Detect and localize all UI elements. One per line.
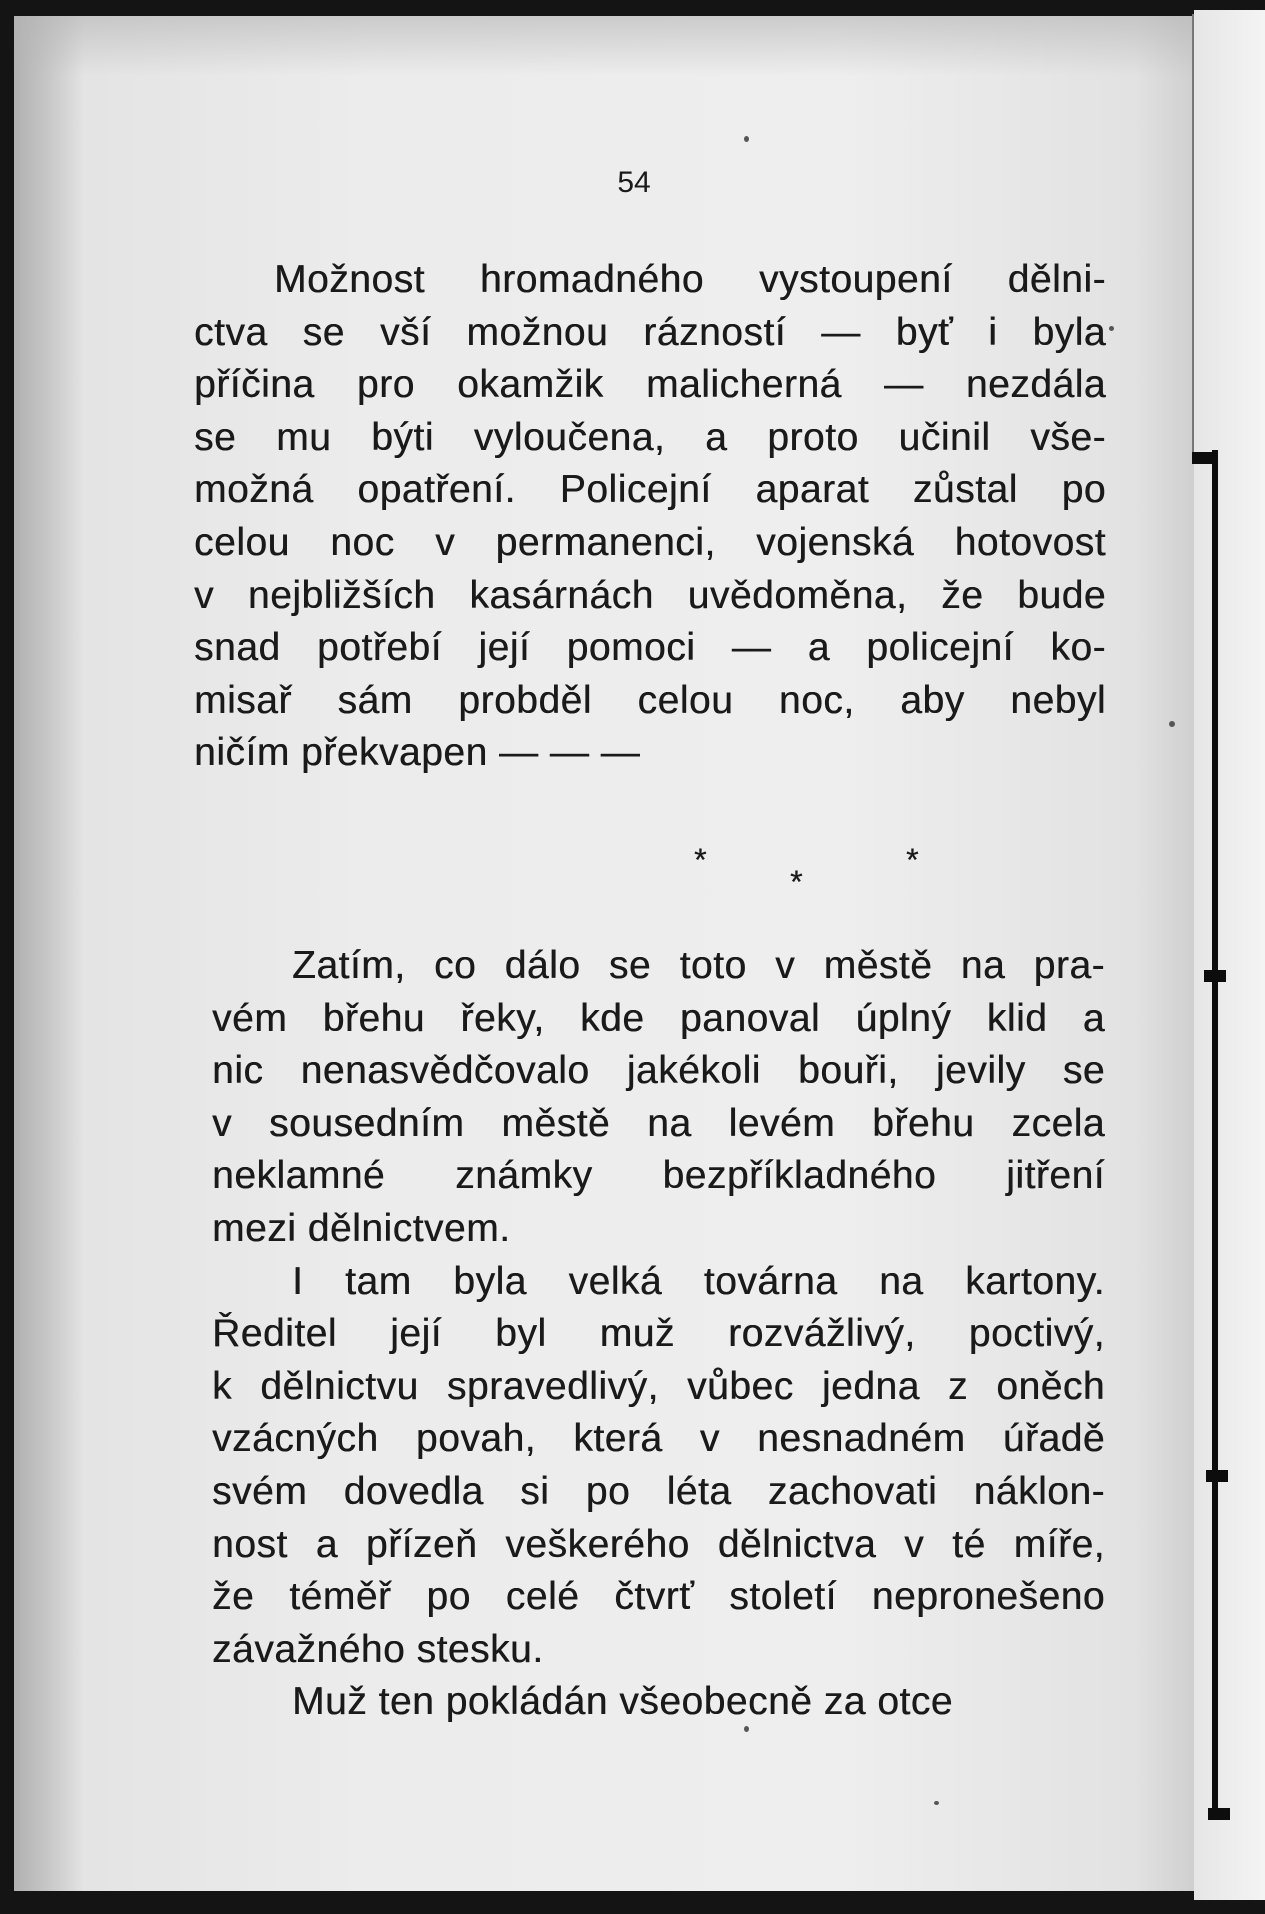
text-line: vzácných povah, která v nesnadném úřadě [212, 1417, 1105, 1461]
text-line: ctva se vší možnou rázností — byť i byla [194, 310, 1106, 354]
text-line: Zatím, co dálo se toto v městě na pra- [292, 944, 1105, 987]
edge-mark [1204, 970, 1226, 982]
book-page [14, 16, 1194, 1891]
text-line: v sousedním městě na levém břehu zcela [212, 1101, 1105, 1145]
edge-mark [1192, 452, 1214, 464]
text-line: nost a přízeň veškerého dělnictva v té míře, [212, 1522, 1105, 1566]
paragraph [212, 940, 1105, 1256]
text-line: závažného stesku. [212, 1627, 544, 1671]
text-line: I tam byla velká továrna na kartony. [292, 1259, 1105, 1303]
page-edge-line [1192, 14, 1194, 454]
text-line: celou noc v permanenci, vojenská hotovost [194, 520, 1106, 564]
paragraph [212, 1256, 1105, 1677]
scan-speck [1169, 721, 1175, 727]
text-block-bottom [212, 940, 1105, 1729]
scan-speck [744, 136, 749, 142]
paragraph [194, 254, 1106, 780]
section-separator [694, 834, 954, 914]
text-line: Možnost hromadného vystoupení dělni- [274, 258, 1106, 301]
scan-speck [744, 1726, 749, 1732]
text-line: nic nenasvědčovalo jakékoli bouři, jevily se [212, 1049, 1105, 1093]
text-line: ničím překvapen — — — [194, 731, 641, 775]
page-edge-line [1212, 450, 1218, 1820]
edge-mark [1206, 1470, 1228, 1482]
text-line: snad potřebí její pomoci — a policejní ko- [194, 626, 1106, 670]
text-line: k dělnictvu spravedlivý, vůbec jedna z oněch [212, 1364, 1105, 1408]
asterisk: * [906, 842, 919, 878]
text-line: vém břehu řeky, kde panoval úplný klid a [212, 996, 1105, 1040]
scan-speck [1109, 326, 1114, 331]
text-block-top [194, 254, 1106, 780]
page-number: 54 [617, 166, 651, 199]
text-line: se mu býti vyloučena, a proto učinil vše- [194, 415, 1106, 459]
text-line: že téměř po celé čtvrť století nepronešeno [212, 1575, 1105, 1619]
text-line: v nejbližších kasárnách uvědoměna, že bude [194, 573, 1106, 617]
text-line: příčina pro okamžik malicherná — nezdála [194, 363, 1106, 407]
scan-speck [934, 1801, 939, 1805]
text-line: mezi dělnictvem. [212, 1206, 511, 1250]
text-line: Muž ten pokládán všeobecně za otce [292, 1680, 953, 1724]
text-line: neklamné známky bezpříkladného jitření [212, 1154, 1105, 1198]
paragraph [212, 1676, 1105, 1729]
asterisk: * [694, 842, 707, 878]
text-line: Ředitel její byl muž rozvážlivý, poctivý, [212, 1312, 1105, 1356]
adjacent-page-edge [1194, 10, 1265, 1900]
asterisk: * [790, 864, 803, 900]
text-line: možná opatření. Policejní aparat zůstal po [194, 468, 1106, 512]
text-line: misař sám probděl celou noc, aby nebyl [194, 678, 1106, 722]
edge-mark [1208, 1808, 1230, 1820]
text-line: svém dovedla si po léta zachovati náklon- [212, 1469, 1105, 1513]
